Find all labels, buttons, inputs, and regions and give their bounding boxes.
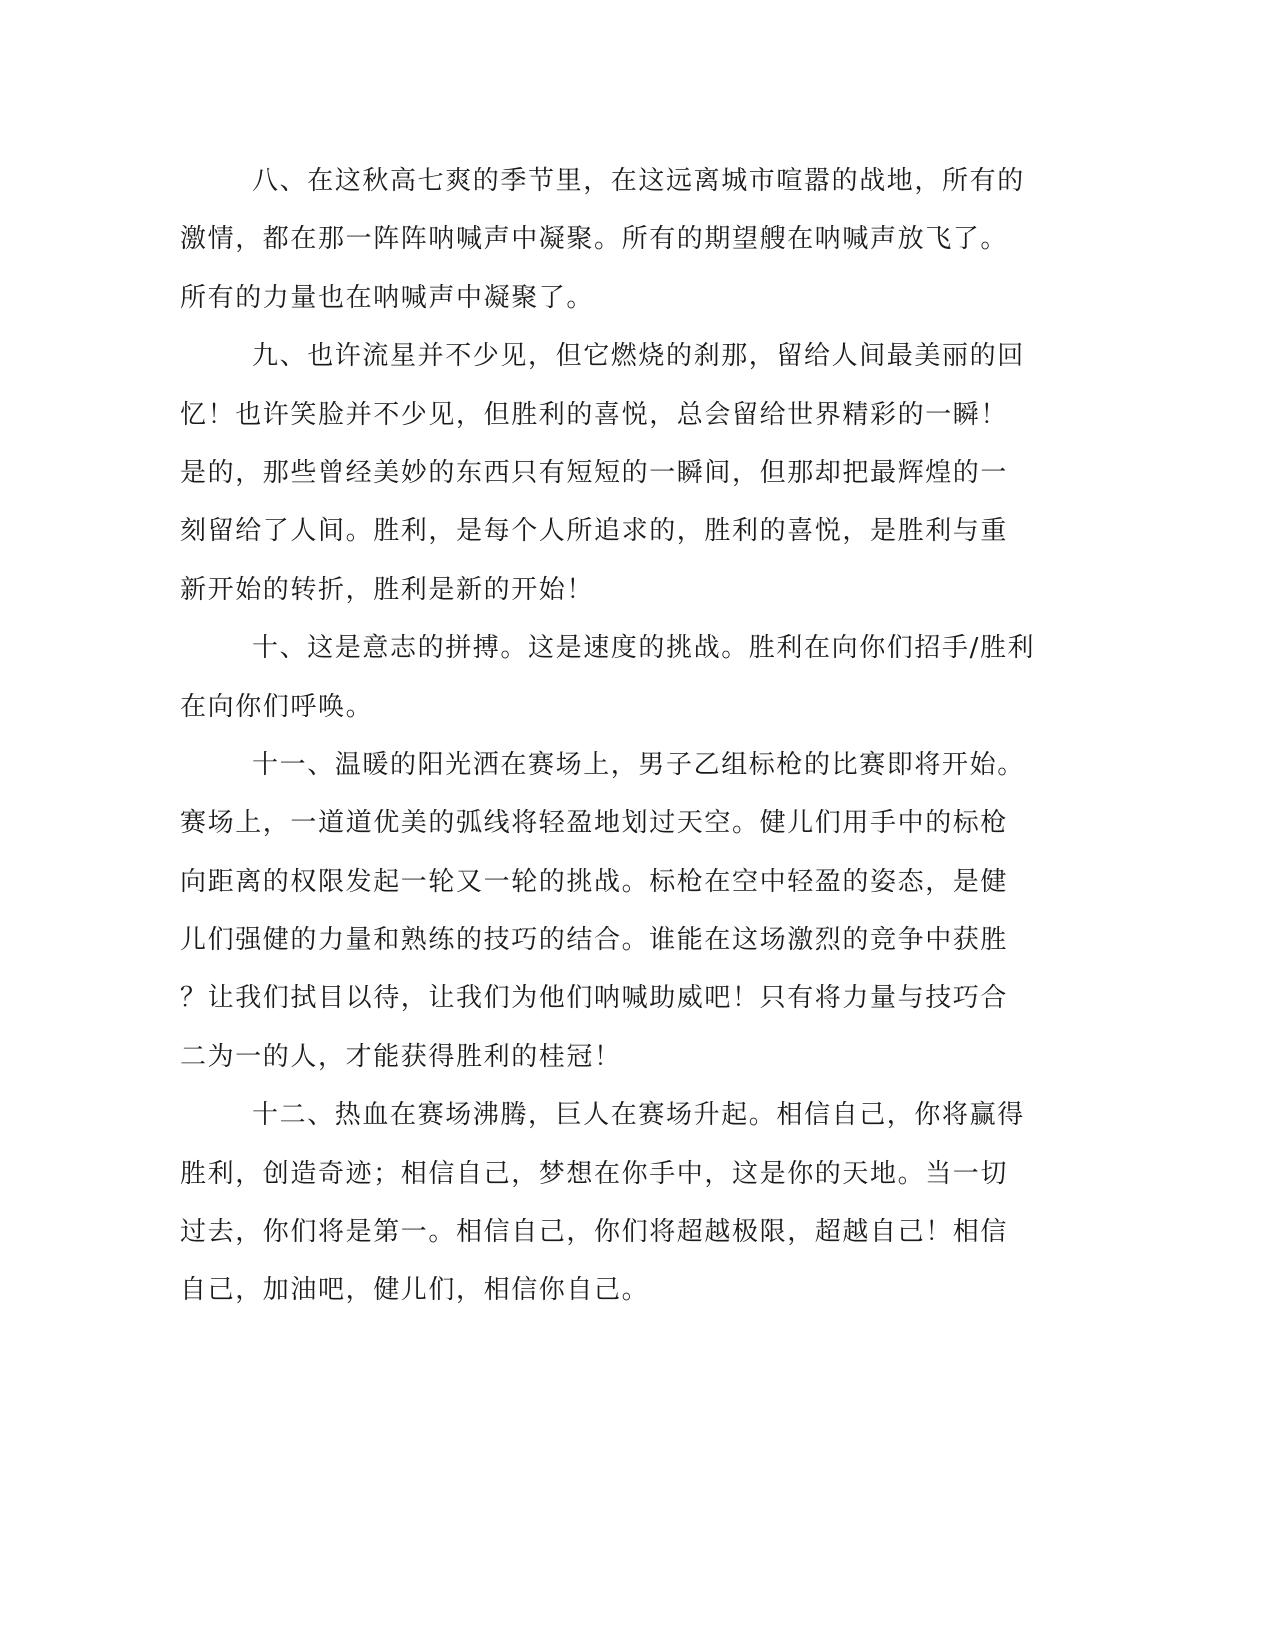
text-line: 胜利，创造奇迹；相信自己，梦想在你手中，这是你的天地。当一切 (180, 1158, 1009, 1189)
text-line: 九、也许流星并不少见，但它燃烧的刹那，留给人间最美丽的回 (252, 341, 1025, 372)
text-line: 十一、温暖的阳光洒在赛场上，男子乙组标枪的比赛即将开始。 (252, 749, 1025, 780)
text-line: 过去，你们将是第一。相信自己，你们将超越极限，超越自己！相信 (180, 1217, 1009, 1248)
text-line: ？让我们拭目以待，让我们为他们呐喊助威吧！只有将力量与技巧合 (180, 983, 1009, 1014)
paragraph-8 (180, 152, 1040, 327)
paragraph-12 (180, 1086, 1040, 1320)
text-line: 激情，都在那一阵阵呐喊声中凝聚。所有的期望艘在呐喊声放飞了。 (180, 224, 1009, 255)
text-line: 十二、热血在赛场沸腾，巨人在赛场升起。相信自己，你将赢得 (252, 1100, 1025, 1131)
text-line: 八、在这秋高七爽的季节里，在这远离城市喧嚣的战地，所有的 (252, 166, 1025, 196)
text-line: 所有的力量也在呐喊声中凝聚了。 (180, 282, 595, 313)
text-line: 新开始的转折，胜利是新的开始！ (180, 574, 595, 605)
paragraph-9 (180, 327, 1040, 619)
text-line: 向距离的权限发起一轮又一轮的挑战。标枪在空中轻盈的姿态，是健 (180, 866, 1009, 897)
text-line: 二为一的人，才能获得胜利的桂冠！ (180, 1041, 622, 1072)
document-body (180, 152, 1040, 1320)
text-line: 是的，那些曾经美妙的东西只有短短的一瞬间，但那却把最辉煌的一 (180, 457, 1009, 488)
paragraph-11 (180, 736, 1040, 1086)
text-line: 赛场上，一道道优美的弧线将轻盈地划过天空。健儿们用手中的标枪 (180, 808, 1009, 839)
text-line: 自己，加油吧，健儿们，相信你自己。 (180, 1275, 650, 1306)
text-line: 十、这是意志的拼搏。这是速度的挑战。胜利在向你们招手/胜利 (252, 633, 1036, 664)
text-line: 儿们强健的力量和熟练的技巧的结合。谁能在这场激烈的竞争中获胜 (180, 925, 1009, 956)
text-line: 刻留给了人间。胜利，是每个人所追求的，胜利的喜悦，是胜利与重 (180, 516, 1009, 547)
text-line: 在向你们呼唤。 (180, 691, 374, 722)
text-line: 忆！也许笑脸并不少见，但胜利的喜悦，总会留给世界精彩的一瞬！ (180, 399, 1009, 430)
paragraph-10 (180, 619, 1040, 736)
